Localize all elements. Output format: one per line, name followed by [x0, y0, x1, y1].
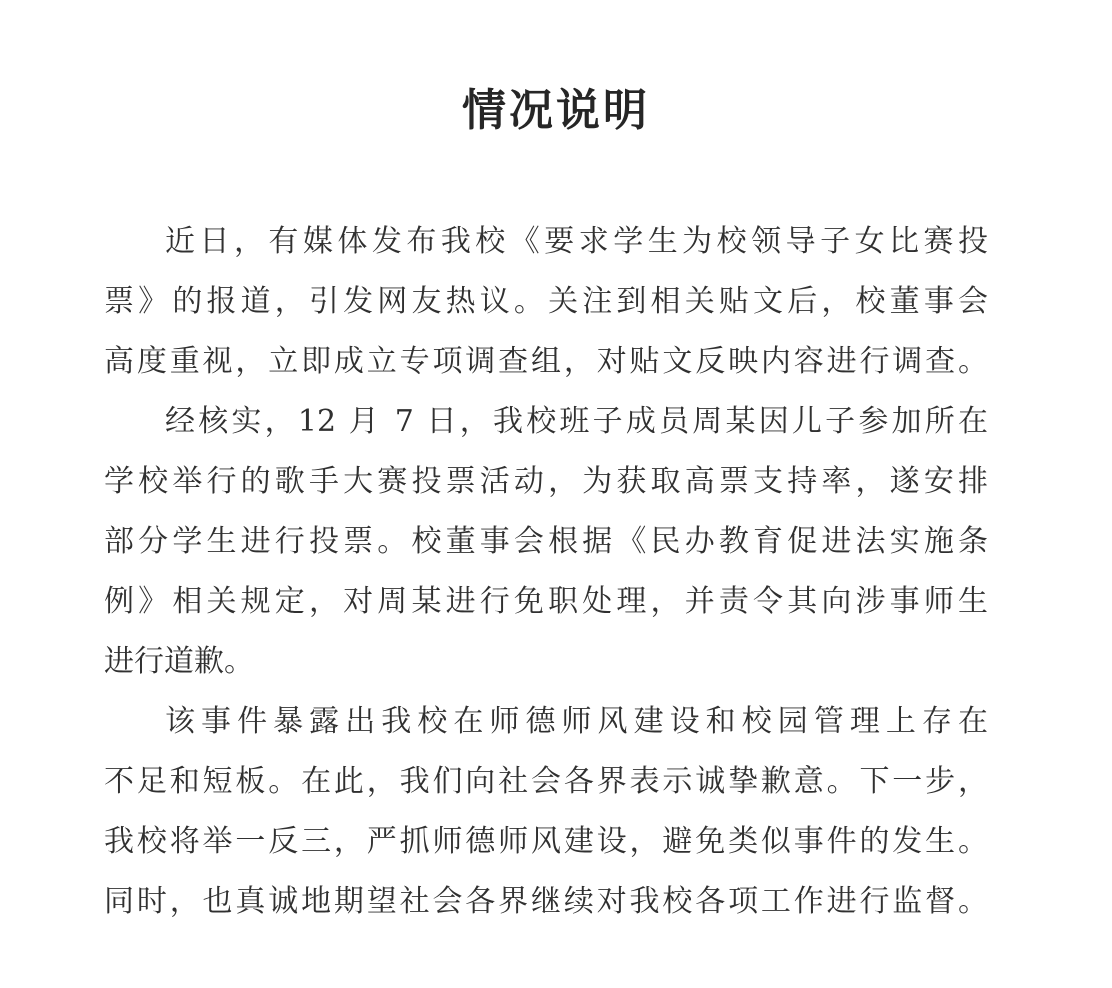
paragraph-3-line-4: 同时，也真诚地期望社会各界继续对我校各项工作进行监督。 — [104, 884, 988, 919]
paragraph-1-line-3: 高度重视，立即成立专项调查组，对贴文反映内容进行调查。 — [104, 344, 988, 379]
paragraph-2-line-2: 学校举行的歌手大赛投票活动，为获取高票支持率，遂安排 — [104, 464, 988, 499]
paragraph-3-line-3: 我校将举一反三，严抓师德师风建设，避免类似事件的发生。 — [104, 824, 988, 859]
paragraph-3-line-1: 该事件暴露出我校在师德师风建设和校园管理上存在 — [165, 704, 988, 739]
paragraph-2-line-4: 例》相关规定，对周某进行免职处理，并责令其向涉事师生 — [104, 584, 988, 619]
paragraph-2-line-5: 进行道歉。 — [104, 644, 254, 679]
document-title: 情况说明 — [462, 85, 650, 136]
paragraph-1-line-1: 近日，有媒体发布我校《要求学生为校领导子女比赛投 — [165, 224, 988, 259]
paragraph-3-line-2: 不足和短板。在此，我们向社会各界表示诚挚歉意。下一步， — [104, 764, 988, 799]
paragraph-1-line-2: 票》的报道，引发网友热议。关注到相关贴文后，校董事会 — [104, 284, 988, 319]
paragraph-2-line-3: 部分学生进行投票。校董事会根据《民办教育促进法实施条 — [104, 524, 988, 559]
paragraph-2-line-1: 经核实，12 月 7 日，我校班子成员周某因儿子参加所在 — [165, 404, 988, 439]
